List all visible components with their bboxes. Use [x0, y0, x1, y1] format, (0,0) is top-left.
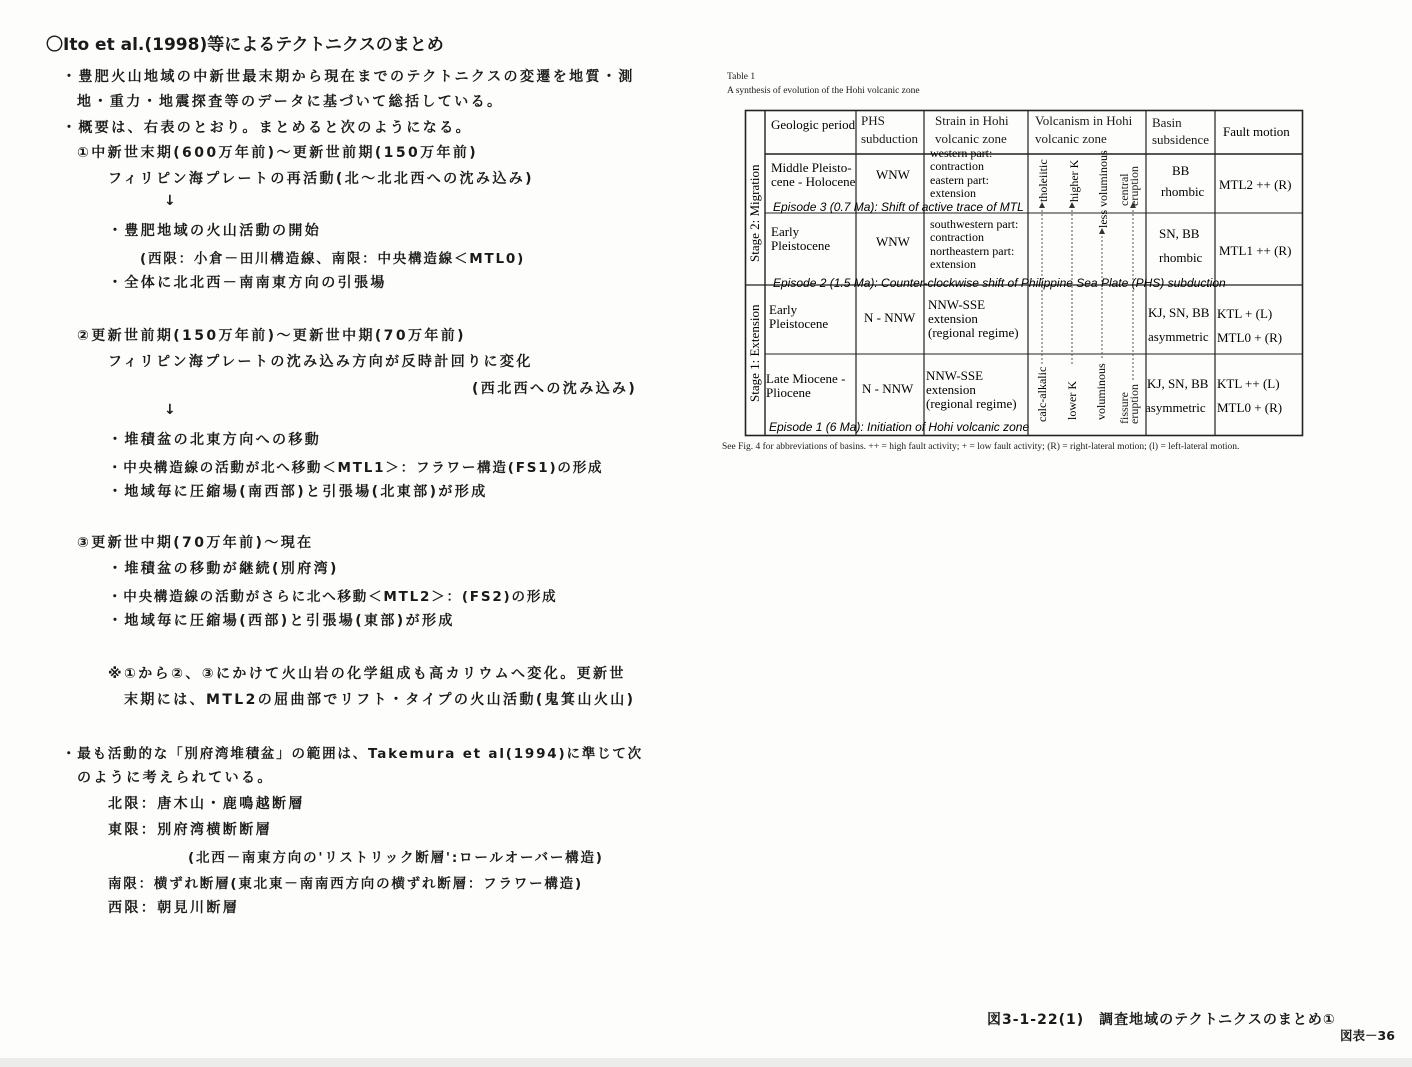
- row4-strain-2: extension: [926, 382, 976, 397]
- text-line: ・全体に北北西－南南東方向の引張場: [108, 275, 387, 291]
- row1-period-2: cene - Holocene: [771, 174, 856, 189]
- text-line: フィリピン海プレートの再活動(北～北北西への沈み込み): [108, 171, 534, 187]
- row2-strain-4: extension: [930, 257, 976, 271]
- row4-phs: N - NNW: [862, 381, 914, 396]
- text-line: (西限：小倉－田川構造線、南限：中央構造線＜MTL0): [140, 251, 526, 267]
- text-line: ・概要は、右表のとおり。まとめると次のようになる。: [62, 120, 472, 136]
- row1-period: Middle Pleisto-: [771, 160, 852, 175]
- text-line: ・中央構造線の活動がさらに北へ移動＜MTL2＞：(FS2)の形成: [108, 589, 558, 605]
- text-line: ・最も活動的な「別府湾堆積盆」の範囲は、Takemura et al(1994)に準じて次: [62, 746, 643, 762]
- row1-basin: BB: [1172, 163, 1190, 178]
- arrow-down: ↓: [164, 402, 179, 418]
- row2-strain-2: contraction: [930, 230, 984, 244]
- row4-strain-3: (regional regime): [926, 396, 1017, 411]
- text-line: 西限：朝見川断層: [108, 900, 240, 916]
- episode-2: Episode 2 (1.5 Ma): Counter-clockwise shift of Philippine Sea Plate (PHS) subduction: [773, 276, 1226, 290]
- row2-period-2: Pleistocene: [771, 238, 831, 253]
- page-number: 図表－36: [1340, 1028, 1395, 1043]
- text-line: のように考えられている。: [77, 770, 274, 786]
- row4-fault-2: MTL0 + (R): [1217, 400, 1283, 415]
- text-line: ・地域毎に圧縮場(西部)と引張場(東部)が形成: [108, 613, 455, 629]
- row2-strain: southwestern part:: [930, 217, 1019, 231]
- text-line: 東限：別府湾横断断層: [108, 822, 272, 838]
- text-line: フィリピン海プレートの沈み込み方向が反時計回りに変化: [108, 354, 533, 370]
- text-line: ・中央構造線の活動が北へ移動＜MTL1＞：フラワー構造(FS1)の形成: [108, 460, 604, 476]
- row4-period: Late Miocene -: [766, 371, 846, 386]
- table-footnote: See Fig. 4 for abbreviations of basins. ++ = high fault activity; + = low fault activity; (R) = right-lateral motion; (l) = left-lateral motion.: [722, 442, 1240, 452]
- header-basin: Basin subsidence: [1152, 115, 1210, 147]
- text-line: ①中新世末期(600万年前)～更新世前期(150万年前): [77, 145, 479, 161]
- text-line: ※①から②、③にかけて火山岩の化学組成も高カリウムへ変化。更新世: [108, 666, 626, 682]
- section-title: 〇Ito et al.(1998)等によるテクトニクスのまとめ: [46, 35, 444, 55]
- table-label: Table 1: [727, 72, 756, 82]
- row3-period: Early: [769, 302, 798, 317]
- volc-lower-k: lower K: [1065, 381, 1079, 420]
- row1-phs: WNW: [876, 167, 910, 182]
- episode-1: Episode 1 (6 Ma): Initiation of Hohi volcanic zone: [769, 420, 1030, 434]
- volc-higher-k: higher K: [1067, 159, 1081, 202]
- text-line: ②更新世前期(150万年前)～更新世中期(70万年前): [77, 328, 466, 344]
- volc-fissure-eruption: fissure eruption: [1117, 384, 1141, 424]
- text-line: (北西－南東方向の'リストリック断層':ロールオーバー構造): [188, 850, 604, 866]
- volc-calc-alkalic: calc-alkalic: [1035, 366, 1049, 422]
- row1-basin-2: rhombic: [1161, 184, 1205, 199]
- text-line: ・豊肥火山地域の中新世最末期から現在までのテクトニクスの変遷を地質・測: [62, 69, 635, 85]
- volc-tholeiitic: tholeiitic: [1036, 159, 1050, 202]
- row3-strain: NNW-SSE: [928, 297, 986, 312]
- episode-3: Episode 3 (0.7 Ma): Shift of active trace of MTL: [773, 200, 1024, 214]
- text-line: ・堆積盆の移動が継続(別府湾): [108, 561, 339, 577]
- row3-phs: N - NNW: [864, 310, 916, 325]
- row2-phs: WNW: [876, 234, 910, 249]
- header-fault-motion: Fault motion: [1223, 124, 1290, 139]
- evolution-table: [745, 110, 1303, 436]
- row3-basin: KJ, SN, BB: [1148, 305, 1210, 320]
- row1-strain-2: contraction: [930, 159, 984, 173]
- row4-period-2: Pliocene: [766, 385, 811, 400]
- row3-strain-3: (regional regime): [928, 325, 1019, 340]
- header-volcanism: Volcanism in Hohi volcanic zone: [1035, 113, 1133, 146]
- row2-fault: MTL1 ++ (R): [1219, 243, 1292, 258]
- row2-basin-2: rhombic: [1159, 250, 1203, 265]
- arrow-down: ↓: [164, 193, 179, 209]
- text-line: 北限：唐木山・鹿鳴越断層: [108, 796, 305, 812]
- row2-strain-3: northeastern part:: [930, 244, 1015, 258]
- text-line: 南限：横ずれ断層(東北東－南南西方向の横ずれ断層：フラワー構造): [108, 876, 583, 892]
- stage-1-label: Stage 1: Extension: [747, 304, 762, 402]
- text-line: ・地域毎に圧縮場(南西部)と引張場(北東部)が形成: [108, 484, 488, 500]
- scan-bottom-edge: [0, 1058, 1412, 1067]
- row1-strain: western part:: [930, 146, 993, 160]
- row3-basin-2: asymmetric: [1148, 329, 1209, 344]
- table-title: A synthesis of evolution of the Hohi volcanic zone: [727, 86, 920, 96]
- text-line: ・堆積盆の北東方向への移動: [108, 432, 322, 448]
- volc-central-eruption: central eruption: [1117, 166, 1141, 206]
- header-strain: Strain in Hohi volcanic zone: [935, 113, 1009, 146]
- row3-period-2: Pleistocene: [769, 316, 829, 331]
- figure-caption: 図3-1-22(1) 調査地域のテクトニクスのまとめ①: [987, 1012, 1336, 1028]
- row3-fault: KTL + (L): [1217, 306, 1273, 321]
- row4-strain: NNW-SSE: [926, 368, 984, 383]
- row3-fault-2: MTL0 + (R): [1217, 330, 1283, 345]
- row1-strain-4: extension: [930, 186, 976, 200]
- row1-strain-3: eastern part:: [930, 173, 989, 187]
- volc-less-voluminous: less voluminous: [1096, 150, 1110, 228]
- header-phs-subduction: PHS subduction: [861, 113, 919, 146]
- row3-strain-2: extension: [928, 311, 978, 326]
- row2-period: Early: [771, 224, 800, 239]
- text-line: ・豊肥地域の火山活動の開始: [108, 223, 322, 239]
- row4-basin-2: asymmetric: [1145, 400, 1206, 415]
- volc-voluminous: voluminous: [1094, 363, 1108, 420]
- row4-basin: KJ, SN, BB: [1147, 376, 1209, 391]
- text-line: (西北西への沈み込み): [472, 381, 638, 397]
- text-line: ③更新世中期(70万年前)～現在: [77, 535, 314, 551]
- header-geologic-period: Geologic period: [771, 117, 856, 132]
- stage-2-label: Stage 2: Migration: [747, 164, 762, 262]
- row2-basin: SN, BB: [1159, 226, 1200, 241]
- text-line: 地・重力・地震探査等のデータに基づいて総括している。: [77, 94, 504, 110]
- text-line: 末期には、MTL2の屈曲部でリフト・タイプの火山活動(鬼箕山火山): [124, 692, 636, 708]
- row4-fault: KTL ++ (L): [1217, 376, 1280, 391]
- row1-fault: MTL2 ++ (R): [1219, 177, 1292, 192]
